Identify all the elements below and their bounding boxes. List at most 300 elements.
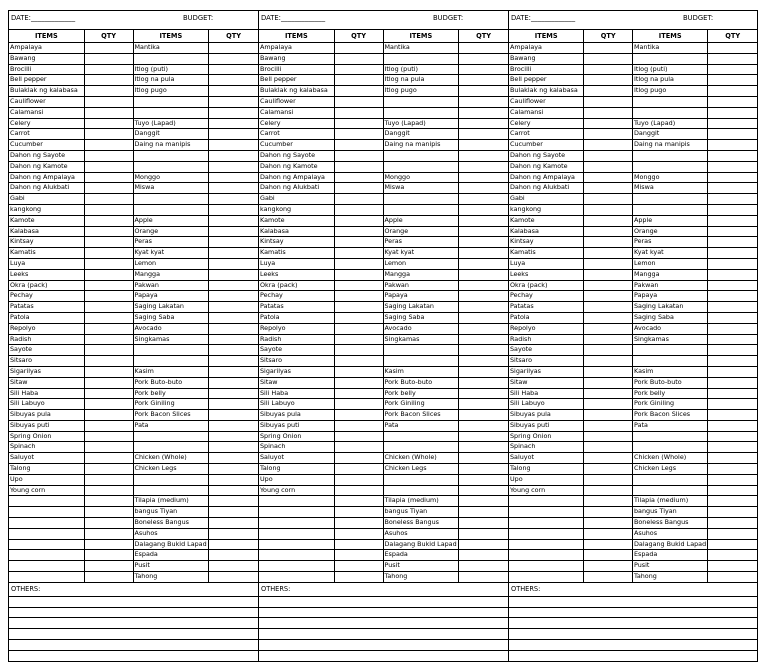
item-cell: Mantika [134, 43, 210, 53]
item-cell: Sayote [9, 345, 85, 355]
qty-cell [335, 313, 384, 323]
qty-cell [584, 313, 633, 323]
qty-cell [209, 335, 258, 345]
qty-cell [85, 389, 134, 399]
qty-cell [85, 270, 134, 280]
table-row [9, 129, 258, 140]
date-field: DATE:_____________ [511, 14, 576, 22]
qty-cell [459, 389, 508, 399]
item-cell: Patola [259, 313, 335, 323]
item-cell: Tuyo (Lapad) [134, 119, 210, 129]
item-cell: Dalagang Bukid Lapad [384, 540, 460, 550]
table-row [509, 97, 757, 108]
item-cell: Pusit [384, 561, 460, 571]
panel-header [509, 11, 757, 30]
table-row [259, 486, 508, 497]
item-cell [134, 475, 210, 485]
item-cell [509, 572, 584, 582]
blank-line [259, 629, 508, 640]
qty-cell [209, 389, 258, 399]
qty-cell [708, 561, 757, 571]
table-row [9, 183, 258, 194]
item-cell: Danggit [134, 129, 210, 139]
item-cell: Papaya [633, 291, 708, 301]
qty-cell [459, 54, 508, 64]
item-cell: Sili Labuyo [509, 399, 584, 409]
table-row [259, 237, 508, 248]
item-cell: Pakwan [134, 281, 210, 291]
table-row [9, 313, 258, 324]
table-row [259, 97, 508, 108]
qty-cell [459, 486, 508, 496]
item-cell: Sayote [259, 345, 335, 355]
table-row [509, 216, 757, 227]
table-row [509, 151, 757, 162]
qty-cell [708, 248, 757, 258]
qty-cell [708, 399, 757, 409]
item-cell: Calamansi [9, 108, 85, 118]
qty-cell [335, 356, 384, 366]
blank-line [259, 618, 508, 629]
qty-cell [708, 291, 757, 301]
item-cell: Dahon ng Ampalaya [259, 173, 335, 183]
qty-cell [209, 518, 258, 528]
item-cell: Apple [633, 216, 708, 226]
qty-cell [584, 119, 633, 129]
item-cell: Kyat kyat [134, 248, 210, 258]
qty-cell [209, 227, 258, 237]
qty-cell [584, 356, 633, 366]
qty-cell [209, 281, 258, 291]
item-cell: Bawang [9, 54, 85, 64]
qty-cell [708, 572, 757, 582]
qty-cell [335, 291, 384, 301]
item-cell [633, 442, 708, 452]
table-row [259, 291, 508, 302]
table-row [259, 529, 508, 540]
item-cell: Pork belly [134, 389, 210, 399]
qty-cell [85, 410, 134, 420]
item-cell: Boneless Bangus [633, 518, 708, 528]
table-row [259, 475, 508, 486]
budget-field: BUDGET: [183, 14, 214, 22]
table-row [259, 227, 508, 238]
qty-cell [85, 140, 134, 150]
item-cell: Tilapia (medium) [384, 496, 460, 506]
item-cell: Singkamas [633, 335, 708, 345]
table-row [9, 75, 258, 86]
qty-cell [708, 65, 757, 75]
item-cell [259, 572, 335, 582]
qty-cell [584, 432, 633, 442]
item-cell: Kasim [134, 367, 210, 377]
qty-cell [209, 129, 258, 139]
qty-cell [209, 345, 258, 355]
qty-cell [459, 259, 508, 269]
qty-cell [209, 65, 258, 75]
qty-cell [209, 75, 258, 85]
item-cell: Kasim [633, 367, 708, 377]
qty-cell [584, 227, 633, 237]
qty-cell [584, 173, 633, 183]
item-cell: Kamatis [9, 248, 85, 258]
item-cell: Pusit [134, 561, 210, 571]
qty-cell [708, 453, 757, 463]
item-cell: Pork belly [384, 389, 460, 399]
qty-cell [209, 205, 258, 215]
table-row [259, 550, 508, 561]
table-row [9, 97, 258, 108]
items-header: ITEMS [134, 30, 210, 42]
item-cell: Upo [259, 475, 335, 485]
item-cell: Talong [509, 464, 584, 474]
item-cell: Young corn [509, 486, 584, 496]
item-cell: Danggit [633, 129, 708, 139]
qty-cell [459, 173, 508, 183]
qty-cell [85, 421, 134, 431]
qty-cell [209, 496, 258, 506]
qty-cell [85, 475, 134, 485]
date-field: DATE:_____________ [11, 14, 76, 22]
item-cell [384, 54, 460, 64]
qty-cell [708, 183, 757, 193]
qty-cell [335, 464, 384, 474]
qty-cell [459, 561, 508, 571]
item-cell [134, 151, 210, 161]
item-cell: Luya [509, 259, 584, 269]
qty-cell [708, 151, 757, 161]
qty-cell [584, 529, 633, 539]
qty-cell [85, 507, 134, 517]
qty-cell [85, 529, 134, 539]
item-cell [384, 432, 460, 442]
item-cell: bangus Tiyan [633, 507, 708, 517]
qty-cell [85, 550, 134, 560]
item-cell: Pork Buto-buto [633, 378, 708, 388]
table-row [9, 259, 258, 270]
qty-header: QTY [476, 32, 492, 40]
qty-cell [459, 281, 508, 291]
item-cell: Sibuyas pula [259, 410, 335, 420]
item-cell: Dahon ng Sayote [259, 151, 335, 161]
table-row [259, 507, 508, 518]
qty-cell [85, 572, 134, 582]
items-header: ITEMS [259, 30, 335, 42]
table-row [259, 183, 508, 194]
blank-line [259, 608, 508, 619]
item-cell [633, 54, 708, 64]
qty-cell [209, 140, 258, 150]
item-cell [259, 540, 335, 550]
qty-cell [708, 550, 757, 560]
item-cell: Pakwan [633, 281, 708, 291]
qty-cell [708, 313, 757, 323]
qty-cell [459, 227, 508, 237]
qty-cell [708, 140, 757, 150]
item-cell: kangkong [509, 205, 584, 215]
item-cell: Bawang [259, 54, 335, 64]
table-row [9, 324, 258, 335]
table-row [509, 205, 757, 216]
table-row [9, 410, 258, 421]
table-row [509, 43, 757, 54]
qty-cell [459, 43, 508, 53]
item-cell [509, 550, 584, 560]
qty-cell [209, 237, 258, 247]
qty-cell [459, 399, 508, 409]
item-cell: Tilapia (medium) [633, 496, 708, 506]
qty-cell [85, 453, 134, 463]
qty-cell [85, 86, 134, 96]
item-cell: Dahon ng Ampalaya [9, 173, 85, 183]
blank-line [509, 629, 757, 640]
qty-header: QTY [725, 32, 741, 40]
qty-cell [335, 421, 384, 431]
table-row [509, 410, 757, 421]
qty-cell [209, 162, 258, 172]
qty-cell [209, 421, 258, 431]
item-cell: Leeks [9, 270, 85, 280]
item-cell: Leeks [509, 270, 584, 280]
item-cell: Saging Lakatan [134, 302, 210, 312]
items-header: ITEMS [633, 30, 708, 42]
blank-line [509, 597, 757, 608]
item-cell [509, 561, 584, 571]
qty-cell [209, 432, 258, 442]
qty-cell [209, 378, 258, 388]
item-cell: Gabi [9, 194, 85, 204]
qty-cell [335, 173, 384, 183]
qty-cell [459, 378, 508, 388]
item-cell: Singkamas [134, 335, 210, 345]
item-cell: Saluyot [259, 453, 335, 463]
table-row [509, 227, 757, 238]
item-cell: Pakwan [384, 281, 460, 291]
table-row [9, 335, 258, 346]
qty-cell [335, 259, 384, 269]
table-row [509, 540, 757, 551]
qty-cell [85, 291, 134, 301]
item-cell [633, 475, 708, 485]
column-header-row [259, 30, 508, 43]
budget-field: BUDGET: [683, 14, 714, 22]
table-row [9, 550, 258, 561]
qty-cell [708, 259, 757, 269]
blank-line [259, 640, 508, 651]
table-row [259, 270, 508, 281]
item-cell: Pork Giniling [134, 399, 210, 409]
item-cell: Bell pepper [509, 75, 584, 85]
item-cell: Lemon [384, 259, 460, 269]
item-cell: Bulaklak ng kalabasa [259, 86, 335, 96]
item-cell: Patatas [9, 302, 85, 312]
item-cell: Pork Giniling [633, 399, 708, 409]
qty-cell [335, 162, 384, 172]
blank-line [259, 597, 508, 608]
table-row [509, 54, 757, 65]
qty-cell [459, 183, 508, 193]
table-row [259, 75, 508, 86]
qty-cell [459, 475, 508, 485]
table-row [259, 356, 508, 367]
qty-cell [459, 86, 508, 96]
item-cell: Young corn [9, 486, 85, 496]
blank-line [9, 597, 258, 608]
item-cell: Bulaklak ng kalabasa [509, 86, 584, 96]
blank-line [509, 640, 757, 651]
qty-cell [459, 313, 508, 323]
item-cell: Kalabasa [9, 227, 85, 237]
qty-cell [209, 108, 258, 118]
item-cell: Radish [9, 335, 85, 345]
qty-cell [335, 119, 384, 129]
qty-cell [209, 248, 258, 258]
table-row [259, 108, 508, 119]
item-cell [9, 561, 85, 571]
qty-cell [209, 464, 258, 474]
qty-cell [459, 248, 508, 258]
item-cell: Dahon ng Ampalaya [509, 173, 584, 183]
item-cell [384, 205, 460, 215]
qty-cell [584, 140, 633, 150]
qty-cell [459, 410, 508, 420]
item-cell [384, 108, 460, 118]
qty-cell [335, 572, 384, 582]
qty-header: QTY [85, 30, 134, 42]
item-cell [9, 518, 85, 528]
qty-cell [335, 378, 384, 388]
blank-line [509, 651, 757, 661]
qty-cell [459, 216, 508, 226]
table-row [509, 259, 757, 270]
qty-cell [85, 335, 134, 345]
table-row [509, 270, 757, 281]
qty-cell [708, 367, 757, 377]
qty-cell [708, 237, 757, 247]
qty-cell [459, 507, 508, 517]
item-cell: Okra (pack) [9, 281, 85, 291]
blank-line [509, 618, 757, 629]
qty-header: QTY [226, 32, 242, 40]
qty-cell [85, 442, 134, 452]
item-cell [9, 550, 85, 560]
table-row [509, 518, 757, 529]
item-cell: Ampalaya [9, 43, 85, 53]
table-row [509, 183, 757, 194]
qty-cell [209, 475, 258, 485]
table-row [259, 43, 508, 54]
table-row [259, 248, 508, 259]
item-cell: Tahong [134, 572, 210, 582]
qty-cell [209, 97, 258, 107]
column-header-row [9, 30, 258, 43]
qty-cell [708, 43, 757, 53]
qty-cell [584, 281, 633, 291]
table-row [9, 540, 258, 551]
table-row [259, 302, 508, 313]
table-row [259, 421, 508, 432]
table-row [9, 119, 258, 130]
qty-cell [708, 194, 757, 204]
qty-cell [459, 529, 508, 539]
table-row [259, 367, 508, 378]
item-cell: bangus Tiyan [384, 507, 460, 517]
budget-field: BUDGET: [433, 14, 464, 22]
qty-cell [708, 54, 757, 64]
qty-cell [209, 399, 258, 409]
item-cell [384, 475, 460, 485]
qty-cell [85, 108, 134, 118]
item-cell [259, 496, 335, 506]
qty-cell [459, 356, 508, 366]
item-cell [384, 97, 460, 107]
table-row [9, 432, 258, 443]
qty-cell [584, 248, 633, 258]
item-cell: Orange [134, 227, 210, 237]
blank-line [9, 640, 258, 651]
qty-cell [335, 389, 384, 399]
item-cell: Patola [509, 313, 584, 323]
table-row [259, 324, 508, 335]
qty-cell [584, 216, 633, 226]
table-row [259, 378, 508, 389]
qty-cell [335, 54, 384, 64]
qty-cell [335, 410, 384, 420]
item-cell: Asuhos [134, 529, 210, 539]
item-cell [633, 151, 708, 161]
item-cell [134, 356, 210, 366]
item-cell: Pork Bacon Slices [134, 410, 210, 420]
qty-cell [209, 550, 258, 560]
item-cell: Saging Lakatan [633, 302, 708, 312]
item-cell: Bulaklak ng kalabasa [9, 86, 85, 96]
item-cell: Pata [134, 421, 210, 431]
item-cell: Pork Giniling [384, 399, 460, 409]
item-cell: Dahon ng Alukbati [9, 183, 85, 193]
item-cell [134, 97, 210, 107]
blank-line [9, 608, 258, 619]
table-row [509, 140, 757, 151]
table-row [9, 140, 258, 151]
table-row [9, 453, 258, 464]
qty-cell [584, 54, 633, 64]
qty-cell [584, 507, 633, 517]
table-row [259, 540, 508, 551]
item-cell [509, 529, 584, 539]
item-cell: Monggo [633, 173, 708, 183]
item-cell: Cauliflower [259, 97, 335, 107]
qty-cell [85, 432, 134, 442]
qty-cell [335, 432, 384, 442]
qty-cell [708, 108, 757, 118]
qty-cell [335, 43, 384, 53]
item-cell: Spinach [9, 442, 85, 452]
table-row [9, 270, 258, 281]
qty-cell [584, 97, 633, 107]
table-row [509, 281, 757, 292]
qty-cell [209, 313, 258, 323]
item-cell: Miswa [384, 183, 460, 193]
qty-cell [335, 335, 384, 345]
qty-cell [85, 324, 134, 334]
item-cell: Itlog (puti) [384, 65, 460, 75]
column-header-row [509, 30, 757, 43]
qty-cell [459, 140, 508, 150]
qty-cell [209, 43, 258, 53]
item-cell: Avocado [134, 324, 210, 334]
item-cell: Apple [384, 216, 460, 226]
item-cell [633, 486, 708, 496]
